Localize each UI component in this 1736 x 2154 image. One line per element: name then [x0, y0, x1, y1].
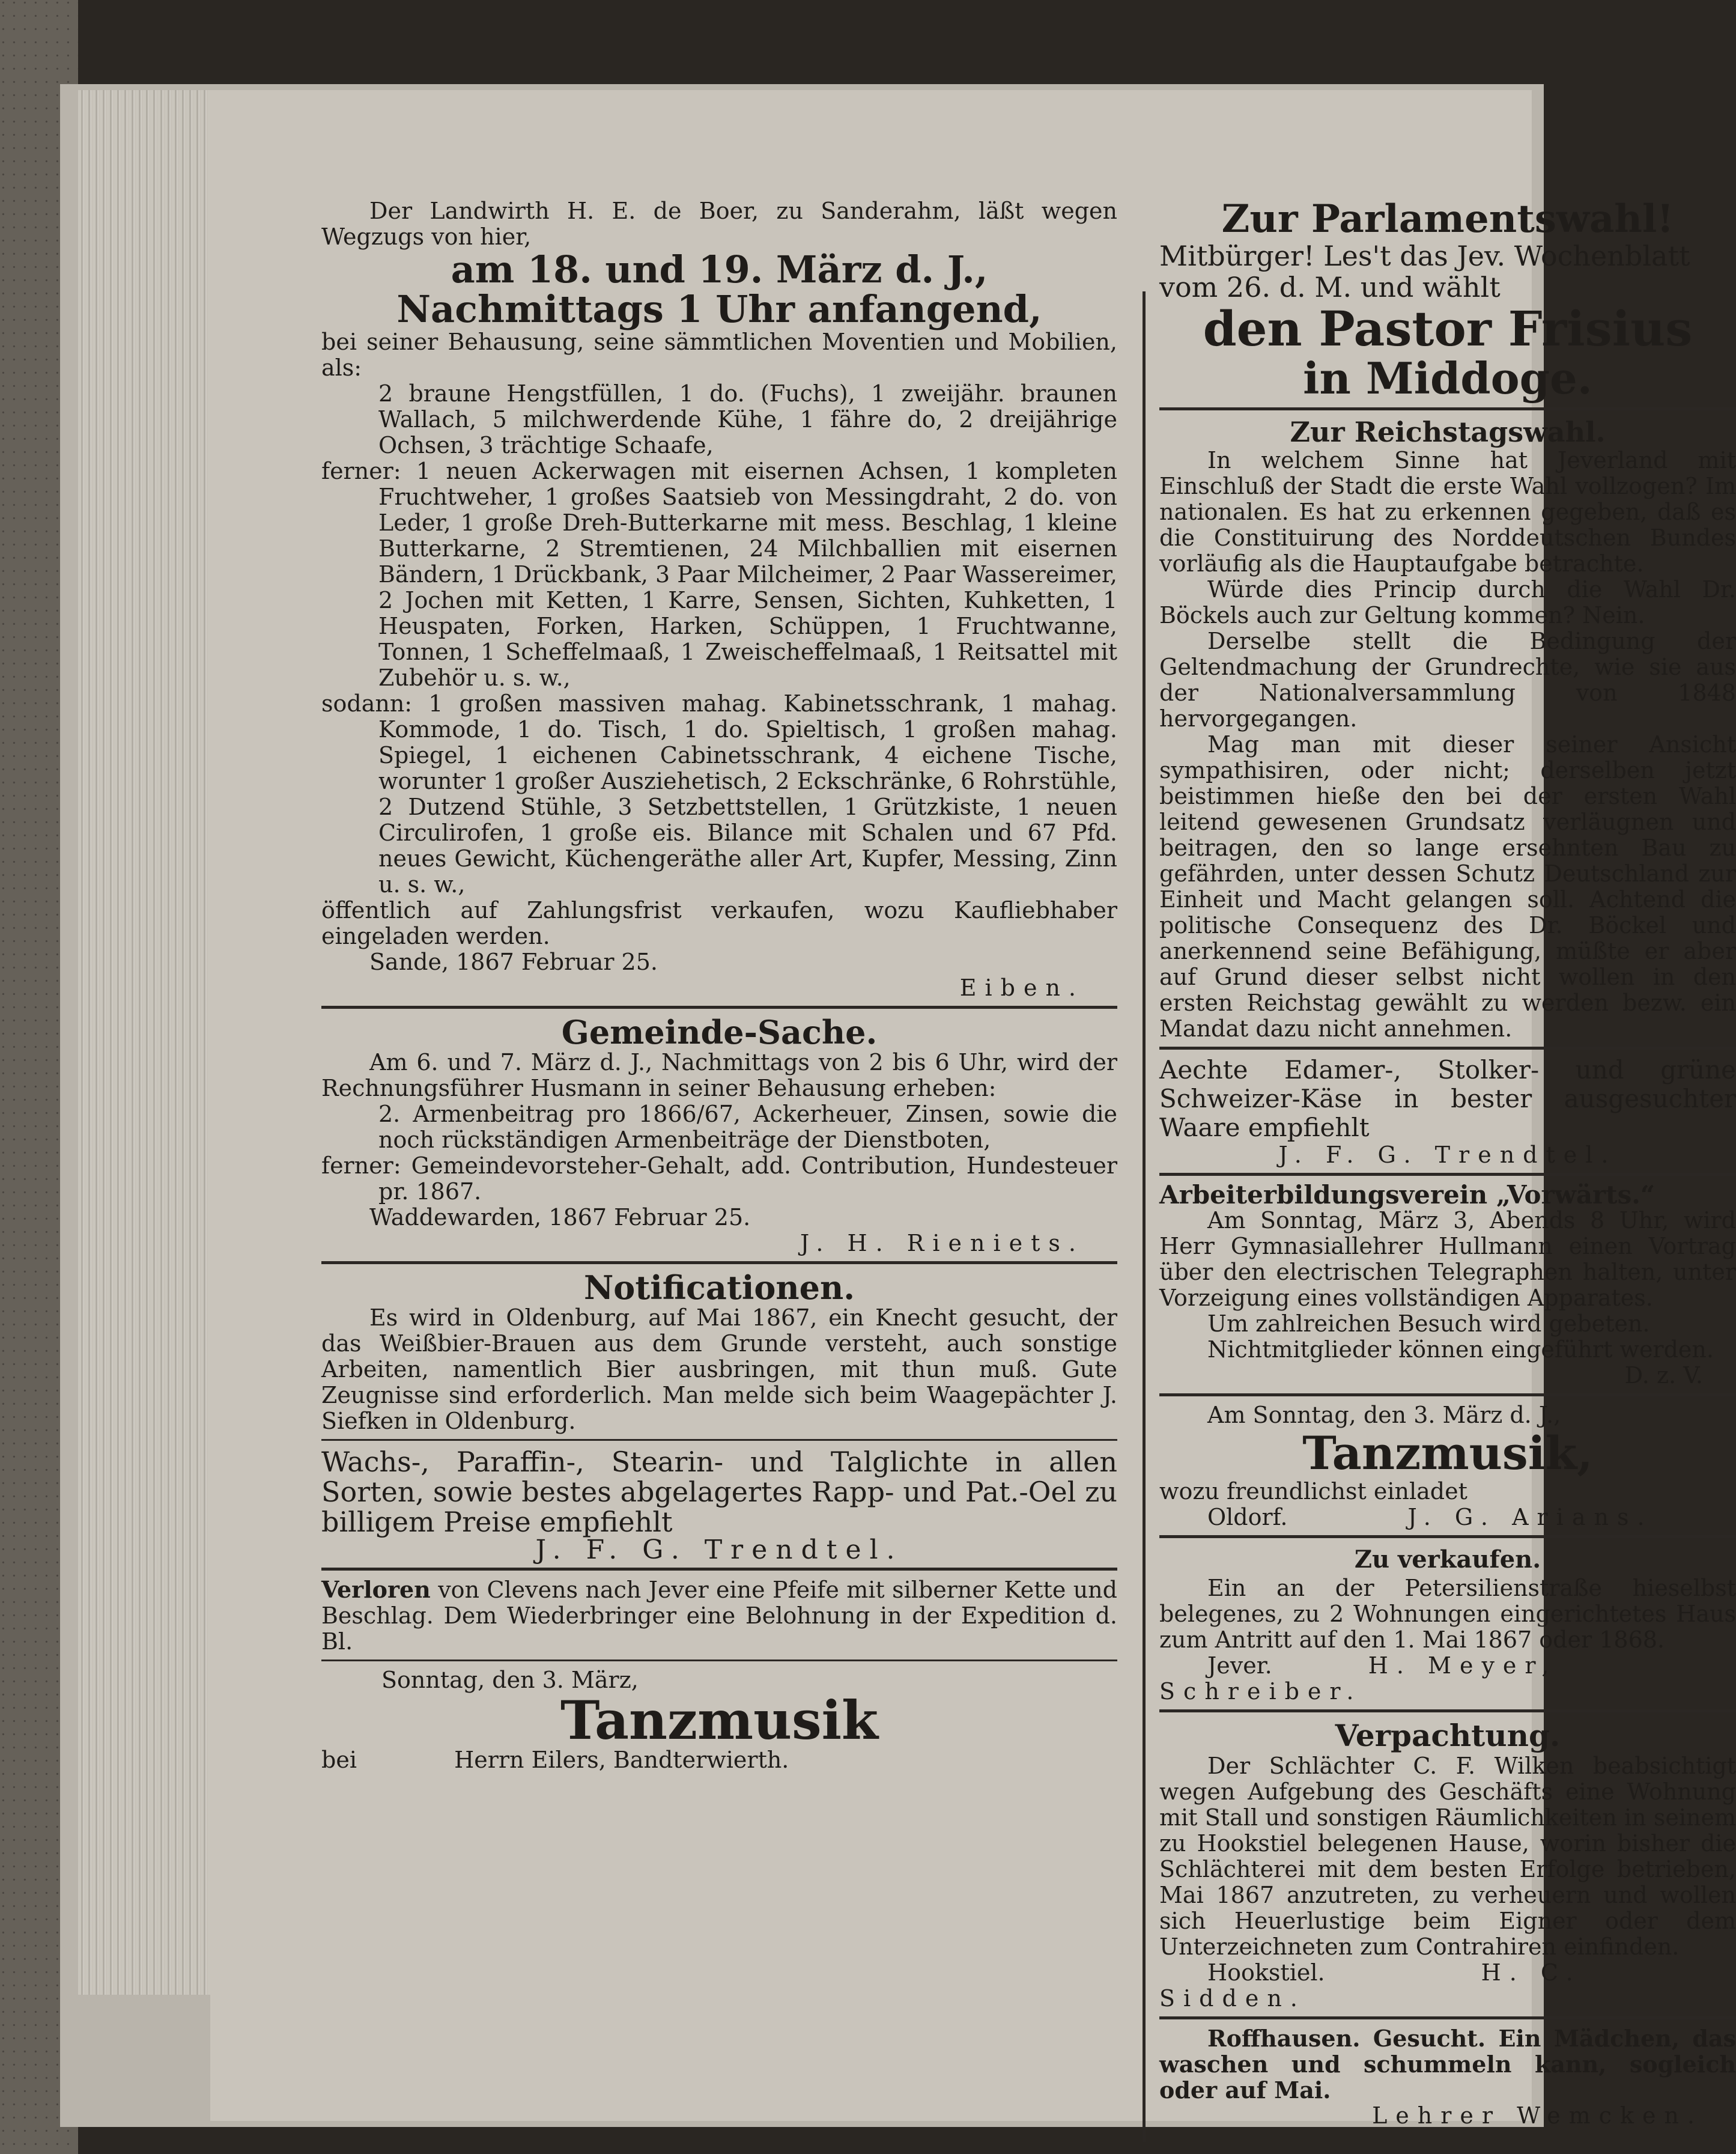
tanz2-date: Am Sonntag, den 3. März d. J., — [1207, 1402, 1561, 1428]
reich-para-4: Mag man mit dieser seiner Ansicht sympathisiren, oder nicht; derselben jetzt beistimmen hieße den bei der ersten Wahl leitend gewesenen Grundsatz verläugnen und beitragen, den so lange ersehnten Bau zu gefährden, unter dessen Schutz Deutschland zur Einheit und Macht gelangen soll. Achtend die politische Consequenz des Dr. Böckel und anerkennend seine Befähigung, müßte er aber auf Grund dieser selbst nicht wollen in den ersten Reichstag gewählt zu werden bezw. ein Mandat dazu nicht annehmen. — [1159, 731, 1736, 1042]
kase-signature: J. F. G. Trendtel. — [1278, 1142, 1617, 1168]
verloren-heading: Verloren — [321, 1576, 431, 1603]
auction-intro: Der Landwirth H. E. de Boer, zu Sanderahm, läßt wegen Wegzugs von hier, — [321, 198, 1117, 250]
notif-title: Notificationen. — [583, 1268, 855, 1307]
separator-rule — [1159, 1535, 1736, 1538]
separator-rule — [1159, 1393, 1736, 1396]
tanz-bei: bei — [321, 1747, 357, 1773]
auction-text-1: bei seiner Behausung, seine sämmtlichen Moventien und Mobilien, als: — [321, 329, 1117, 381]
column-divider — [1143, 291, 1146, 2142]
arbeit-text-3: Nichtmitglieder können eingeführt werden. — [1207, 1336, 1714, 1363]
auction-time: Nachmittags 1 Uhr anfangend, — [396, 287, 1042, 331]
newspaper-page — [210, 90, 1736, 2129]
gesucht-text: Roffhausen. Gesucht. Ein Mädchen, das waschen und schummeln kann, sogleich oder auf Mai. — [1159, 2025, 1736, 2104]
tanz2-title: Tanzmusik, — [1302, 1426, 1593, 1480]
right-column — [1159, 198, 1736, 2129]
arbeit-text: Am Sonntag, März 3, Abends 8 Uhr, wird Herr Gymnasiallehrer Hullmann einen Vortrag über den electrischen Telegraphen halten, unter Vorzeigung eines vollständigen Apparates. — [1159, 1207, 1736, 1311]
tanz-title: Tanzmusik — [560, 1689, 879, 1751]
tanz-host: Herrn Eilers, Bandterwierth. — [454, 1747, 789, 1773]
separator-rule — [1159, 2016, 1736, 2019]
reich-para-2: Würde dies Princip durch die Wahl Dr. Böckels auch zur Geltung kommen? Nein. — [1159, 576, 1736, 628]
verk-place: Jever. — [1207, 1652, 1272, 1679]
auction-text-4: sodann: 1 großen massiven mahag. Kabinetsschrank, 1 mahag. Kommode, 1 do. Tisch, 1 do. Spieltisch, 1 großen mahag. Spiegel, 1 eichenen Cabinetsschrank, 4 eichene Tische, worunter 1 großer Ausziehetisch, 2 Eckschränke, 6 Rohrstühle, 2 Dutzend Stühle, 3 Setzbettstellen, 1 Grützkiste, 1 neuen Circulirofen, 1 große eis. Bilance mit Schalen und 67 Pfd. neues Gewicht, Küchengeräthe aller Art, Kupfer, Messing, Zinn u. s. w., — [321, 690, 1117, 898]
wachs-signature: J. F. G. Trendtel. — [535, 1535, 903, 1565]
tanz2-text: wozu freundlichst einladet — [1159, 1478, 1467, 1504]
arbeit-signature: D. z. V. — [1624, 1362, 1703, 1389]
separator-rule — [321, 1568, 1117, 1571]
pacht-text: Der Schlächter C. F. Wilken beabsichtigt wegen Aufgebung des Geschäfts eine Wohnung mit Stall und sonstigen Räumlichkeiten in seinem zu Hookstiel belegenen Hause, worin bisher die Schlächterei mit dem besten Erfolge betrieben, Mai 1867 anzutreten, zu verheuern und wollen sich Heuerlustige beim Eigner oder dem Unterzeichneten zum Contrahiren einfinden. — [1159, 1753, 1736, 1960]
reich-para-3: Derselbe stellt die Bedingung der Geltendmachung der Grundrechte, wie sie aus der Nationalversammlung von 1848 hervorgegangen. — [1159, 628, 1736, 732]
tanz-date: Sonntag, den 3. März, — [381, 1667, 639, 1693]
kase-text: Aechte Edamer-, Stolker- und grüne Schweizer-Käse in bester ausgesuchter Waare empfiehlt — [1159, 1055, 1736, 1142]
auction-place: Sande, 1867 Februar 25. — [369, 949, 658, 975]
arbeit-title: Arbeiterbildungsverein „Vorwärts.“ — [1159, 1180, 1656, 1209]
auction-text-5: öffentlich auf Zahlungsfrist verkaufen, wozu Kaufliebhaber eingeladen werden. — [321, 897, 1117, 949]
gemeinde-signature: J. H. Rieniets. — [800, 1230, 1084, 1256]
parl-line-2: vom 26. d. M. und wählt — [1159, 271, 1501, 303]
gesucht-signature: Lehrer Wemcken. — [1372, 2102, 1703, 2129]
reich-para-1: In welchem Sinne hat Jeverland mit Einschluß der Stadt die erste Wahl vollzogen? Im nationalen. Es hat zu erkennen gegeben, daß es die Constituirung des Norddeutschen Bundes vorläufig als die Hauptaufgabe betrachte. — [1159, 447, 1736, 577]
separator-rule — [1159, 1047, 1736, 1050]
left-column — [321, 198, 1117, 1773]
separator-rule — [321, 1439, 1117, 1441]
page-stack-edges — [78, 90, 211, 1995]
separator-rule — [321, 1261, 1117, 1264]
arbeit-text-2: Um zahlreichen Besuch wird gebeten. — [1207, 1310, 1650, 1337]
separator-rule — [1159, 1173, 1736, 1176]
separator-rule — [1159, 407, 1736, 410]
tanz2-place: Oldorf. — [1207, 1504, 1288, 1530]
verk-signature: H. Meyer, Schreiber. — [1159, 1652, 1558, 1705]
parl-place: in Middoge. — [1303, 353, 1592, 404]
auction-text-2: 2 braune Hengstfüllen, 1 do. (Fuchs), 1 zweijähr. braunen Wallach, 5 milchwerdende Kühe, 1 fähre do, 2 dreijährige Ochsen, 3 trächtige Schaafe, — [378, 380, 1117, 458]
separator-rule — [321, 1660, 1117, 1661]
separator-rule — [321, 1006, 1117, 1009]
auction-signature: Eiben. — [959, 975, 1084, 1001]
reich-title: Zur Reichstagswahl. — [1290, 416, 1606, 448]
wachs-text: Wachs-, Paraffin-, Stearin- und Talglichte in allen Sorten, sowie bestes abgelagertes Rapp- und Pat.-Oel zu billigem Preise empfiehlt — [321, 1446, 1117, 1538]
tanz2-signature: J. G. Arians. — [1407, 1504, 1653, 1530]
parl-title: Zur Parlamentswahl! — [1221, 196, 1674, 242]
pacht-signature: H. C. Sidden. — [1159, 1959, 1582, 2012]
verk-text: Ein an der Petersilienstraße hieselbst belegenes, zu 2 Wohnungen eingerichtetes Haus zum Antritt auf den 1. Mai 1867 oder 1868. — [1159, 1575, 1736, 1653]
gemeinde-text-3: ferner: Gemeindevorsteher-Gehalt, add. Contribution, Hundesteuer pr. 1867. — [321, 1152, 1117, 1205]
verloren-text: von Clevens nach Jever eine Pfeife mit silberner Kette und Beschlag. Dem Wiederbringer eine Belohnung in der Expedition d. Bl. — [321, 1577, 1117, 1655]
gemeinde-place: Waddewarden, 1867 Februar 25. — [369, 1204, 751, 1231]
gemeinde-text-1: Am 6. und 7. März d. J., Nachmittags von 2 bis 6 Uhr, wird der Rechnungsführer Husmann in seiner Behausung erheben: — [321, 1049, 1117, 1101]
verk-title: Zu verkaufen. — [1354, 1545, 1541, 1574]
gemeinde-text-2: 2. Armenbeitrag pro 1866/67, Ackerheuer, Zinsen, sowie die noch rückständigen Armenbeiträge der Dienstboten, — [378, 1101, 1117, 1153]
separator-rule — [1159, 1709, 1736, 1712]
auction-date: am 18. und 19. März d. J., — [451, 248, 988, 291]
parl-line-1: Mitbürger! Les't das Jev. Wochenblatt — [1159, 240, 1690, 272]
gemeinde-title: Gemeinde-Sache. — [561, 1013, 878, 1051]
notif-text: Es wird in Oldenburg, auf Mai 1867, ein Knecht gesucht, der das Weißbier-Brauen aus dem Grunde versteht, auch sonstige Arbeiten, namentlich Bier ausbringen, mit thun muß. Gute Zeugnisse sind erforderlich. Man melde sich beim Waagepächter J. Siefken in Oldenburg. — [321, 1304, 1117, 1434]
pacht-title: Verpachtung. — [1335, 1718, 1561, 1753]
auction-text-3: ferner: 1 neuen Ackerwagen mit eisernen Achsen, 1 kompleten Fruchtweher, 1 großes Saatsieb von Messingdraht, 2 do. von Leder, 1 große Dreh-Butterkarne mit mess. Beschlag, 1 kleine Butterkarne, 2 Stremtienen, 24 Milchballien mit eisernen Bändern, 1 Drückbank, 3 Paar Milcheimer, 2 Paar Wassereimer, 2 Jochen mit Ketten, 1 Karre, Sensen, Sichten, Kuhketten, 1 Heuspaten, Forken, Harken, Schüppen, 1 Fruchtwanne, Tonnen, 1 Scheffelmaaß, 1 Zweischeffelmaaß, 1 Reitsattel mit Zubehör u. s. w., — [321, 458, 1117, 691]
parl-candidate: den Pastor Frisius — [1203, 300, 1693, 357]
pacht-place: Hookstiel. — [1207, 1959, 1325, 1986]
